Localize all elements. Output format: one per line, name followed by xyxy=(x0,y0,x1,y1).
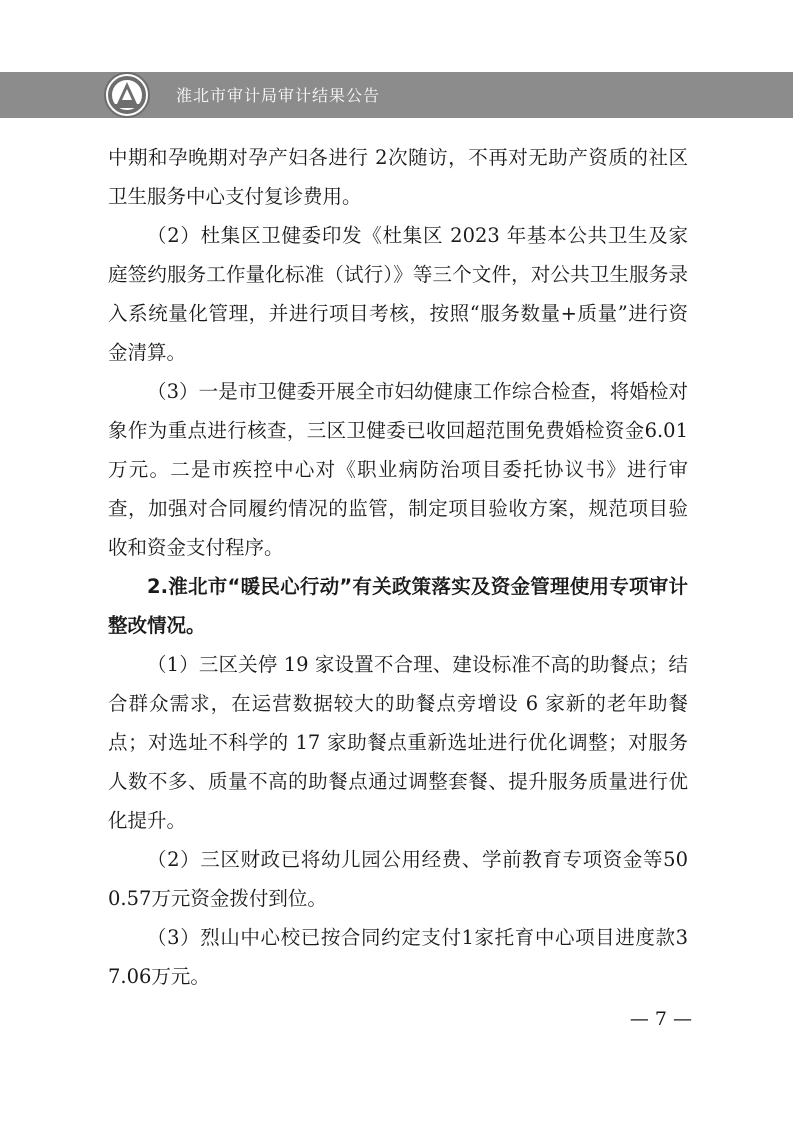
audit-logo-icon xyxy=(103,71,151,119)
paragraph-6: （3）烈山中心校已按合同约定支付1家托育中心项目进度款37.06万元。 xyxy=(108,926,688,988)
header-title: 淮北市审计局审计结果公告 xyxy=(176,86,381,105)
paragraph-2: （2）杜集区卫健委印发《杜集区 2023 年基本公共卫生及家庭签约服务工作量化标准（试行）》等三个文件，对公共卫生服务录入系统量化管理，并进行项目考核，按照“服务数量+质量”进行资金清算。 xyxy=(108,224,688,364)
page-number: — 7 — xyxy=(629,1008,692,1030)
paragraph-1: 中期和孕晚期对孕产妇各进行 2次随访，不再对无助产资质的社区卫生服务中心支付复诊费用。 xyxy=(108,146,688,208)
document-body xyxy=(108,138,688,996)
paragraph-4: （1）三区关停 19 家设置不合理、建设标准不高的助餐点；结合群众需求，在运营数据较大的助餐点旁增设 6 家新的老年助餐点；对选址不科学的 17 家助餐点重新选址进行优化调整；对服务人数不多、质量不高的助餐点通过调整套餐、提升服务质量进行优化提升。 xyxy=(108,653,688,832)
section-heading: 2.淮北市“暖民心行动”有关政策落实及资金管理使用专项审计整改情况。 xyxy=(108,575,688,637)
paragraph-3: （3）一是市卫健委开展全市妇幼健康工作综合检查，将婚检对象作为重点进行核查，三区卫健委已收回超范围免费婚检资金6.01万元。二是市疾控中心对《职业病防治项目委托协议书》进行审查，加强对合同履约情况的监管，制定项目验收方案，规范项目验收和资金支付程序。 xyxy=(108,380,688,559)
paragraph-5: （2）三区财政已将幼儿园公用经费、学前教育专项资金等500.57万元资金拨付到位。 xyxy=(108,848,688,910)
